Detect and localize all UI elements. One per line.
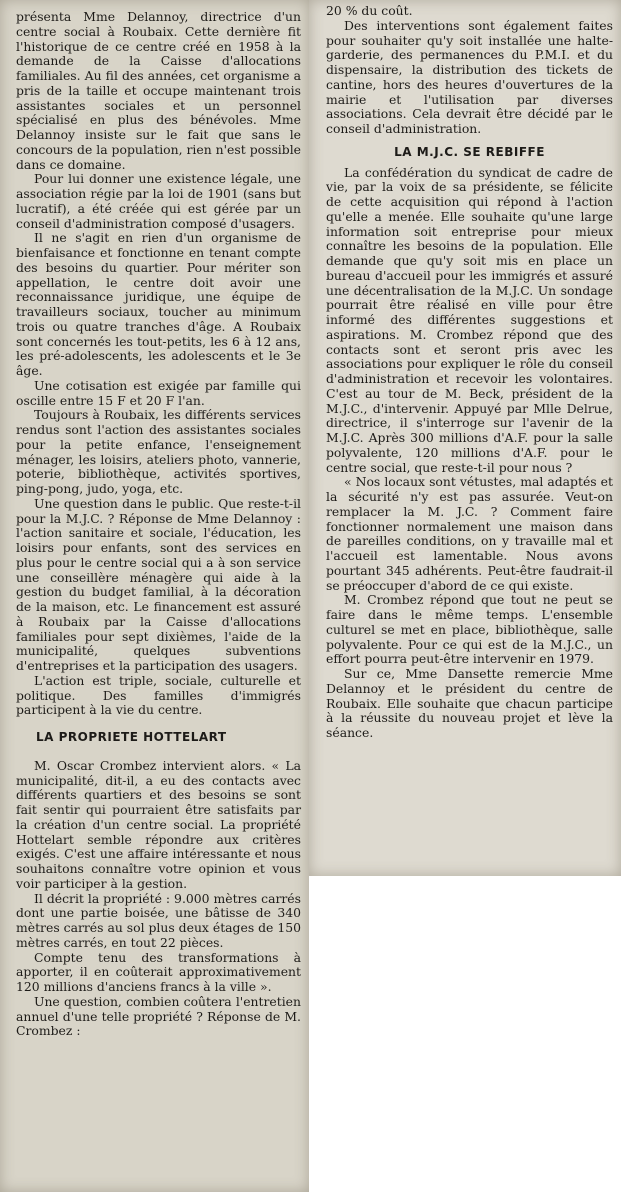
right-column-clipping: [309, 0, 621, 876]
article-paragraph: Des interventions sont également faites pour souhaiter qu'y soit installée une halte-garderie, des permanences du P.M.I. et du dispensaire, la distribution des tickets de cantine, hors des heures d'ouvertures de la mairie et l'utilisation par diverses associations. Cela devrait être décidé par le conseil d'administration.: [326, 17, 613, 136]
article-paragraph: Il décrit la propriété : 9.000 mètres carrés dont une partie boisée, une bâtisse de 340 mètres carrés au sol plus deux étages de 150 mètres carrés, en tout 22 pièces.: [16, 890, 301, 950]
article-paragraph: présenta Mme Delannoy, directrice d'un centre social à Roubaix. Cette dernière fit l'historique de ce centre créé en 1958 à la demande de la Caisse d'allocations familiales. Au fil des années, cet organisme a pris de la taille et occupe maintenant trois assistantes sociales et un personnel spécialisé en plus des bénévoles. Mme Delannoy insiste sur le fait que sans le concours de la population, rien n'est possible dans ce domaine.: [16, 9, 301, 172]
article-paragraph: Compte tenu des transformations à apporter, il en coûterait approximativement 120 millions d'anciens francs à la ville ».: [16, 949, 301, 994]
article-paragraph: Une question dans le public. Que reste-t-il pour la M.J.C. ? Réponse de Mme Delannoy : l'action sanitaire et sociale, l'éducation, les loisirs pour enfants, sont des services en plus pour le centre social qui a à son service une conseillère ménagère qui aide à la gestion du budget familial, à la décoration de la maison, etc. Le financement est assuré à Roubaix par la Caisse d'allocations familiales pour sept dixièmes, l'aide de la municipalité, quelques subventions d'entreprises et la participation des usagers.: [16, 495, 301, 673]
article-paragraph: Une question, combien coûtera l'entretien annuel d'une telle propriété ? Réponse de M. Crombez :: [16, 993, 301, 1039]
section-heading-propriete-hottelart: LA PROPRIETE HOTTELART: [36, 730, 227, 744]
article-paragraph: Il ne s'agit en rien d'un organisme de bienfaisance et fonctionne en tenant compte des besoins du quartier. Pour mériter son appellation, le centre doit avoir une reconnaissance juridique, une équipe de travailleurs sociaux, toucher au minimum trois ou quatre tranches d'âge. A Roubaix sont concernés les tout-petits, les 6 à 12 ans, les pré-adolescents, les adolescents et le 3e âge.: [16, 230, 301, 378]
article-paragraph: M. Oscar Crombez intervient alors. « La municipalité, dit-il, a eu des contacts avec différents quartiers et des besoins se sont fait sentir qui pourraient être satisfaits par la création d'un centre social. La propriété Hottelart semble répondre aux critères exigés. C'est une affaire intéressante et nous souhaitons connaître votre opinion et vous voir participer à la gestion.: [16, 757, 301, 891]
section-heading-mjc-se-rebiffe: LA M.J.C. SE REBIFFE: [394, 144, 545, 159]
right-column-text: [309, 4, 621, 741]
article-paragraph: La confédération du syndicat de cadre de vie, par la voix de sa présidente, se félicite de cette acquisition qui répond à l'action qu'elle a menée. Elle souhaite qu'une large information soit entreprise pour mieux connaître les besoins de la population. Elle demande que qu'y soit mis en place un bureau d'accueil pour les immigrés et assuré une décentralisation de la M.J.C. Un sondage pourrait être réalisé en ville pour être informé des différentes suggestions et aspirations. M. Crombez répond que des contacts sont et seront pris avec les associations pour expliquer le rôle du conseil d'administration et recevoir les volontaires. C'est au tour de M. Beck, président de la M.J.C., d'intervenir. Appuyé par Mlle Delrue, directrice, il s'interroge sur l'avenir de la M.J.C. Après 300 millions d'A.F. pour la salle polyvalente, 120 millions d'A.F. pour le centre social, que reste-t-il pour nous ?: [326, 164, 613, 475]
left-column-clipping: [0, 0, 309, 1192]
article-paragraph: « Nos locaux sont vétustes, mal adaptés et la sécurité n'y est pas assurée. Veut-on remplacer la M. J.C. ? Comment faire fonctionner normalement une maison dans de pareilles conditions, on y travaille mal et l'accueil est lamentable. Nous avons pourtant 345 adhérents. Peut-être faudrait-il se préoccuper d'abord de ce qui existe.: [326, 474, 613, 593]
article-paragraph: M. Crombez répond que tout ne peut se faire dans le même temps. L'ensemble culturel se met en place, bibliothèque, salle polyvalente. Pour ce qui est de la M.J.C., un effort pourra peut-être intervenir en 1979.: [326, 592, 613, 667]
article-paragraph: L'action est triple, sociale, culturelle et politique. Des familles d'immigrés participent à la vie du centre.: [16, 672, 301, 718]
article-paragraph: 20 % du coût.: [326, 3, 413, 18]
article-paragraph: Sur ce, Mme Dansette remercie Mme Delannoy et le président du centre de Roubaix. Elle souhaite que chacun participe à la réussite du nouveau projet et lève la séance.: [326, 666, 613, 740]
article-paragraph: Une cotisation est exigée par famille qui oscille entre 15 F et 20 F l'an.: [16, 377, 301, 408]
article-paragraph: Pour lui donner une existence légale, une association régie par la loi de 1901 (sans but lucratif), a été créée qui est gérée par un conseil d'administration composé d'usagers.: [16, 171, 301, 231]
left-column-text: [0, 2, 309, 1039]
article-paragraph: Toujours à Roubaix, les différents services rendus sont l'action des assistantes sociales pour la petite enfance, l'enseignement ménager, les loisirs, ateliers photo, vannerie, poterie, bibliothèque, activités sportives, ping-pong, judo, yoga, etc.: [16, 407, 301, 496]
